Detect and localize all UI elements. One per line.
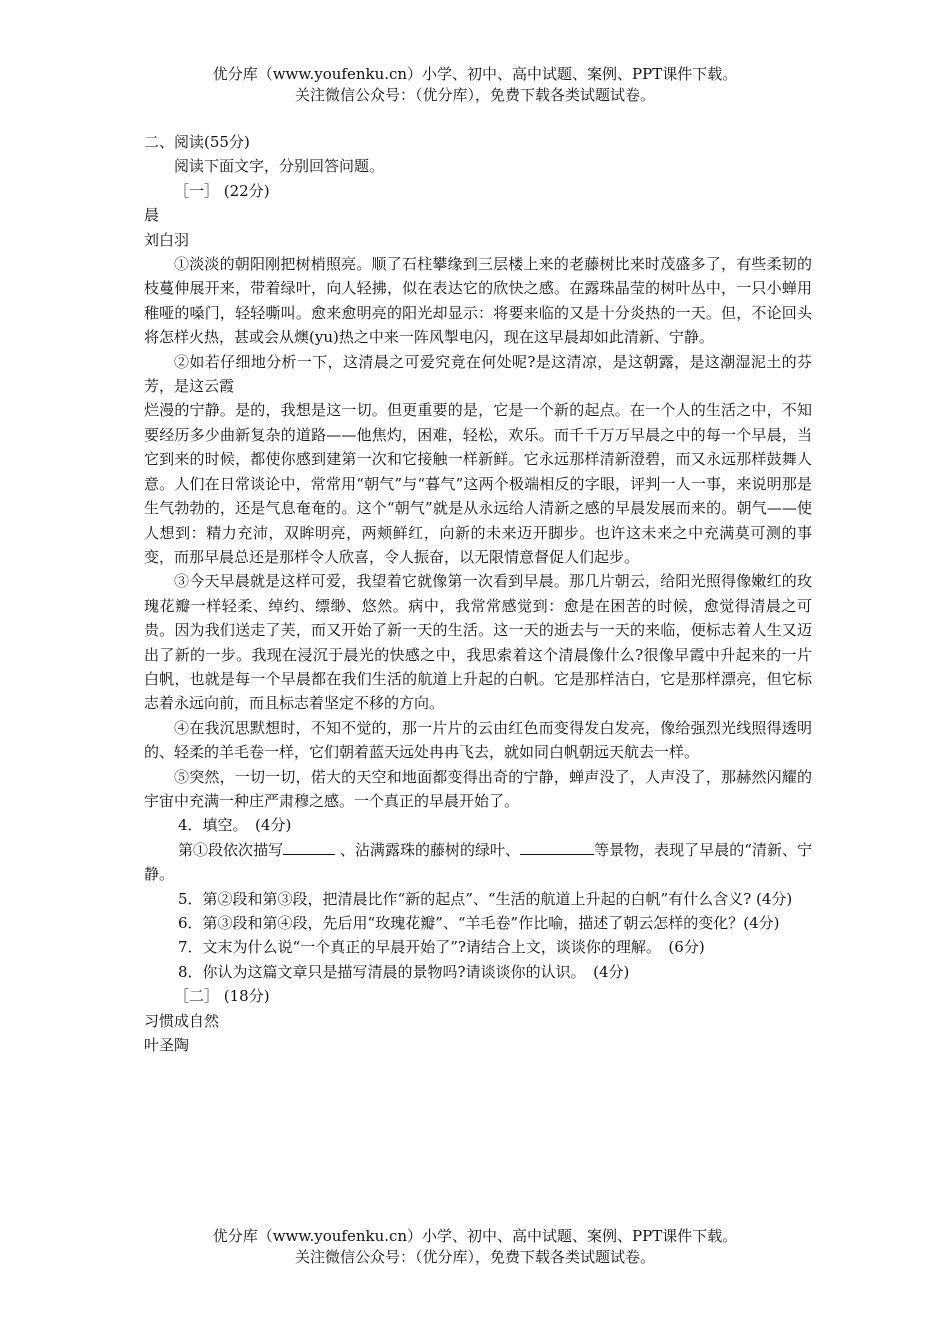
section-instruction: 阅读下面文字，分别回答问题。 <box>174 157 385 176</box>
article1-paragraph-2a: ②如若仔细地分析一下，这清晨之可爱究竟在何处呢?是这清凉，是这朝露，是这潮湿泥土的芬芳，是这云霞 <box>144 352 812 396</box>
document-body <box>144 130 812 1057</box>
article1-paragraph-5: ⑤突然，一切一切，偌大的天空和地面都变得出奇的宁静，蝉声没了，人声没了，那赫然闪耀的宇宙中充满一种庄严肃穆之感。一个真正的早晨开始了。 <box>144 767 812 810</box>
article1-title: 晨 <box>144 206 160 225</box>
article1-paragraph-4: ④在我沉思默想时，不知不觉的，那一片片的云由红色而变得发白发亮，像给强烈光线照得透明的、轻柔的羊毛卷一样，它们朝着蓝天远处冉冉飞去，就如同白帆朝远天航去一样。 <box>144 718 812 762</box>
question-4-text-a: 第①段依次描写 <box>178 840 284 859</box>
question-4-fill <box>144 838 812 887</box>
footer-line-1: 优分库（www.youfenku.cn）小学、初中、高中试题、案例、PPT课件下载。 <box>212 1227 738 1245</box>
question-8: 8．你认为这篇文章只是描写清晨的景物吗?请谈谈你的认识。 (4分) <box>178 962 630 981</box>
part1-label: ［一］ (22分) <box>174 181 270 200</box>
article1-paragraph-3: ③今天早晨就是这样可爱，我望着它就像第一次看到早晨。那几片朝云，给阳光照得像嫩红的玫瑰花瓣一样轻柔、绰约、缥缈、悠然。病中，我常常感觉到：愈是在困苦的时候，愈觉得清晨之可贵。因为我们送走了芙，而又开始了新一天的生活。这一天的逝去与一天的来临，便标志着人生又迈出了新的一步。我现在浸沉于晨光的快感之中，我思索着这个清晨像什么?很像早霞中升起来的一片白帆，也就是每一个早晨都在我们生活的航道上升起的白帆。它是那样洁白，它是那样漂亮，但它标志着永远向前，而且标志着坚定不移的方向。 <box>144 572 812 713</box>
question-4-text-c: 等景物，表现了早晨的“清新、宁静。 <box>144 840 812 884</box>
article2-author: 叶圣陶 <box>144 1036 190 1055</box>
header-line-2: 关注微信公众号：（优分库），免费下载各类试题试卷。 <box>294 86 655 104</box>
article1-author: 刘白羽 <box>144 230 190 249</box>
section-title: 二、阅读(55分) <box>144 133 250 151</box>
part2-label: ［二］ (18分) <box>174 987 270 1006</box>
header-line-1: 优分库（www.youfenku.cn）小学、初中、高中试题、案例、PPT课件下载。 <box>212 65 738 83</box>
question-5: 5．第②段和第③段，把清晨比作“新的起点”、“生活的航道上升起的白帆”有什么含义? (4分) <box>178 889 793 908</box>
article1-paragraph-2b: 烂漫的宁静。是的，我想是这一切。但更重要的是，它是一个新的起点。在一个人的生活之中，不知要经历多少曲新复杂的道路——他焦灼，困难，轻松，欢乐。而千千万万早晨之中的每一个早晨，当它到来的时候，都使你感到建第一次和它接触一样新鲜。它永远那样清新澄碧，而又永远那样鼓舞人意。人们在日常谈论中，常常用“朝气”与“暮气”这两个极端相反的字眼，评判一人一事，来说明那是生气勃勃的，还是气息奄奄的。这个“朝气”就是从永远给人清新之感的早晨发展而来的。朝气——使人想到：精力充沛，双眸明亮，两颊鲜红，向新的未来迈开脚步。也许这未来之中充满莫可测的事变，而那早晨总还是那样令人欣喜，令人振奋，以无限情意督促人们起步。 <box>144 401 812 566</box>
question-4-text-b: 、沾满露珠的藤树的绿叶、 <box>335 840 521 859</box>
question-7: 7．文末为什么说“一个真正的早晨开始了”?请结合上文，谈谈你的理解。 (6分) <box>178 938 705 957</box>
answer-blank-2[interactable] <box>520 840 594 855</box>
article1-paragraph-1: ①淡淡的朝阳刚把树梢照亮。顺了石柱攀缘到三层楼上来的老藤树比来时茂盛多了，有些柔韧的枝蔓伸展开来，带着绿叶，向人轻拂，似在表达它的欣快之感。在露珠晶莹的树叶丛中，一只小蝉用稚哑的嗓门，轻轻嘶叫。愈来愈明亮的阳光却显示：将要来临的又是十分炎热的一天。但，不论回头将怎样火热，甚或会从燠(yu)热之中来一阵风掣电闪，现在这早晨却如此清新、宁静。 <box>144 255 812 347</box>
question-4-title: 4．填空。 (4分) <box>178 816 292 835</box>
answer-blank-1[interactable] <box>283 840 335 855</box>
question-6: 6．第③段和第④段，先后用“玫瑰花瓣”、“羊毛卷”作比喻，描述了朝云怎样的变化？(4分) <box>178 914 780 932</box>
page-footer <box>0 1226 950 1268</box>
footer-line-2: 关注微信公众号：（优分库），免费下载各类试题试卷。 <box>294 1248 655 1266</box>
article2-title: 习惯成自然 <box>144 1011 220 1030</box>
page-header <box>0 64 950 106</box>
